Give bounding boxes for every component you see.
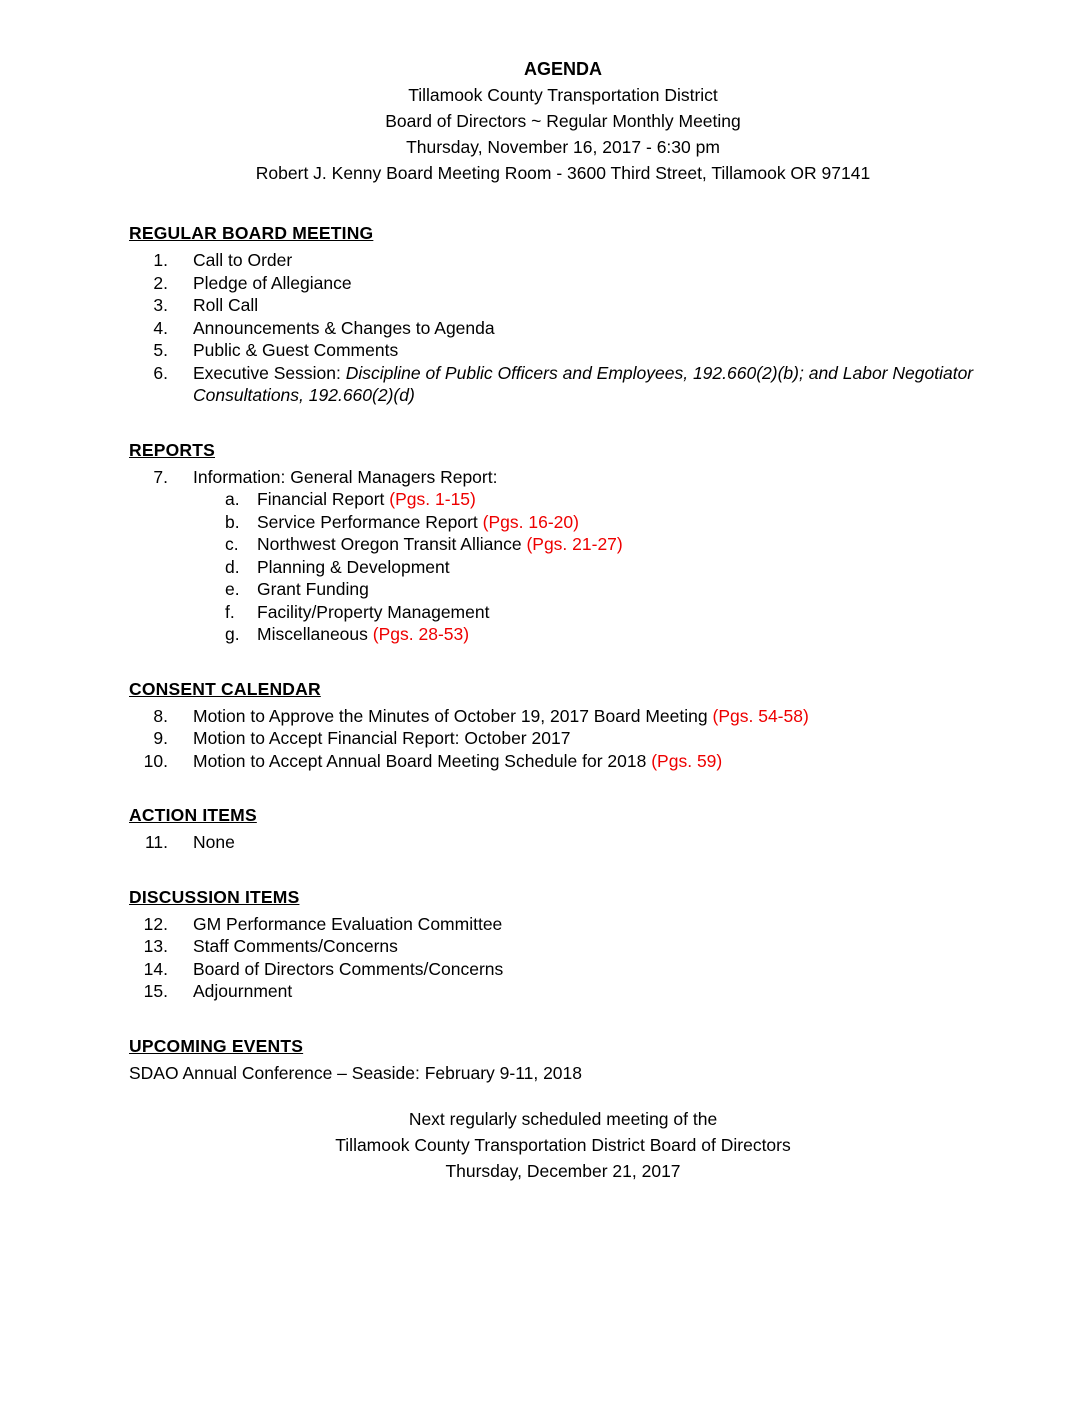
agenda-item (129, 935, 997, 958)
agenda-sub-item (225, 578, 623, 601)
sub-item-text: Planning & Development (257, 556, 450, 577)
section-action-items (129, 804, 997, 854)
footer-line-1: Next regularly scheduled meeting of the (408, 1109, 718, 1129)
agenda-item (129, 249, 997, 272)
agenda-item (129, 339, 997, 362)
header-lines (129, 82, 997, 186)
item-text: Adjournment (193, 981, 293, 1001)
sub-item-letter: b. (225, 511, 240, 532)
page-reference: (Pgs. 59) (651, 750, 723, 771)
sub-item-text: Miscellaneous (Pgs. 28-53) (257, 624, 470, 644)
agenda-sub-item (225, 601, 623, 624)
sub-item-text: Financial Report (Pgs. 1-15) (257, 489, 476, 509)
section-heading: ACTION ITEMS (129, 805, 257, 825)
agenda-sections (129, 222, 997, 1084)
item-number: 6. (153, 362, 168, 383)
section-heading: CONSENT CALENDAR (129, 678, 321, 699)
sub-item-text: Grant Funding (257, 579, 369, 599)
section-heading: UPCOMING EVENTS (129, 1035, 304, 1056)
item-number: 2. (153, 272, 168, 293)
sub-item-letter: f. (225, 601, 235, 622)
agenda-item (129, 272, 997, 295)
item-number: 1. (153, 250, 168, 270)
item-number: 10. (143, 750, 168, 771)
header-line-2: Board of Directors ~ Regular Monthly Meeting (385, 111, 741, 131)
item-number: 15. (143, 981, 168, 1001)
agenda-sub-item (225, 511, 623, 534)
agenda-item (129, 317, 997, 340)
section-reports (129, 439, 997, 646)
section-consent-calendar (129, 678, 997, 773)
item-number: 7. (153, 466, 168, 487)
agenda-item (129, 466, 997, 646)
item-text: Call to Order (193, 250, 293, 270)
item-number: 9. (153, 728, 168, 748)
item-text: Board of Directors Comments/Concerns (193, 958, 504, 979)
agenda-item (129, 727, 997, 750)
item-number: 14. (143, 958, 168, 979)
page-reference: (Pgs. 1-15) (389, 489, 476, 509)
agenda-item (129, 294, 997, 317)
document-footer (129, 1106, 997, 1184)
agenda-item (129, 362, 997, 407)
agenda-item (129, 958, 997, 981)
section-heading: REGULAR BOARD MEETING (129, 223, 374, 243)
section-regular-board-meeting (129, 222, 997, 407)
agenda-item (129, 913, 997, 936)
header-line-3: Thursday, November 16, 2017 - 6:30 pm (406, 137, 720, 157)
footer-line-3: Thursday, December 21, 2017 (445, 1161, 681, 1181)
agenda-sub-item (225, 533, 623, 556)
item-text: GM Performance Evaluation Committee (193, 913, 503, 934)
item-number: 5. (153, 340, 168, 360)
agenda-sub-item (225, 488, 623, 511)
agenda-item (129, 831, 997, 854)
section-heading: DISCUSSION ITEMS (129, 886, 300, 907)
sub-item-letter: g. (225, 624, 240, 644)
agenda-sub-item (225, 556, 623, 579)
section-note: SDAO Annual Conference – Seaside: February 9-11, 2018 (129, 1062, 583, 1083)
sub-item-letter: c. (225, 534, 239, 554)
page-reference: (Pgs. 16-20) (482, 511, 579, 532)
item-number: 3. (153, 295, 168, 315)
sub-item-letter: e. (225, 579, 240, 599)
item-text-italic: Discipline of Public Officers and Employees, 192.660(2)(b); and Labor Negotiator Consultations, 192.660(2)(d) (193, 362, 974, 405)
page-reference: (Pgs. 54-58) (712, 705, 809, 726)
document-title: AGENDA (523, 59, 602, 79)
item-number: 13. (143, 936, 168, 956)
item-text: Executive Session: Discipline of Public Officers and Employees, 192.660(2)(b); and Labor Negotiator Consultations, 192.660(2)(d) (193, 362, 974, 405)
document-header (129, 56, 997, 186)
item-text: Information: General Managers Report: a. Financial Report (Pgs. 1-15) b. Service Performance Report (Pgs. 16-20) c. Northwest Oregon Transit Alliance (Pgs. 21-27) d. Planning & Development e. Grant Funding f. Facility/Property Management g. Miscellaneous (Pgs. 28-53) (193, 466, 623, 644)
sub-item-text: Facility/Property Management (257, 601, 490, 622)
item-text: Public & Guest Comments (193, 340, 399, 360)
page-reference: (Pgs. 21-27) (526, 534, 623, 554)
agenda-item (129, 750, 997, 773)
item-number: 4. (153, 317, 168, 338)
section-upcoming-events (129, 1035, 997, 1085)
item-number: 8. (153, 705, 168, 726)
item-text: Motion to Accept Annual Board Meeting Schedule for 2018 (Pgs. 59) (193, 750, 723, 771)
footer-line-2: Tillamook County Transportation District Board of Directors (335, 1135, 791, 1155)
sub-item-letter: d. (225, 556, 240, 577)
agenda-item (129, 980, 997, 1003)
sub-item-text: Service Performance Report (Pgs. 16-20) (257, 511, 579, 532)
item-number: 12. (143, 913, 168, 934)
sub-item-text: Northwest Oregon Transit Alliance (Pgs. 21-27) (257, 534, 623, 554)
page-reference: (Pgs. 28-53) (372, 624, 470, 644)
agenda-sub-item (225, 623, 623, 646)
header-line-4: Robert J. Kenny Board Meeting Room - 3600 Third Street, Tillamook OR 97141 (255, 163, 871, 183)
agenda-item (129, 705, 997, 728)
item-text: Pledge of Allegiance (193, 272, 352, 293)
sub-item-letter: a. (225, 489, 240, 509)
item-text: Motion to Approve the Minutes of October 19, 2017 Board Meeting (Pgs. 54-58) (193, 705, 809, 726)
header-line-1: Tillamook County Transportation District (408, 85, 718, 105)
section-heading: REPORTS (129, 439, 215, 460)
item-text: Motion to Accept Financial Report: October 2017 (193, 728, 571, 748)
item-text: None (193, 832, 235, 852)
item-number: 11. (144, 832, 168, 852)
item-text: Roll Call (193, 295, 259, 315)
section-discussion-items (129, 886, 997, 1003)
item-text: Announcements & Changes to Agenda (193, 317, 495, 338)
item-text: Staff Comments/Concerns (193, 936, 398, 956)
